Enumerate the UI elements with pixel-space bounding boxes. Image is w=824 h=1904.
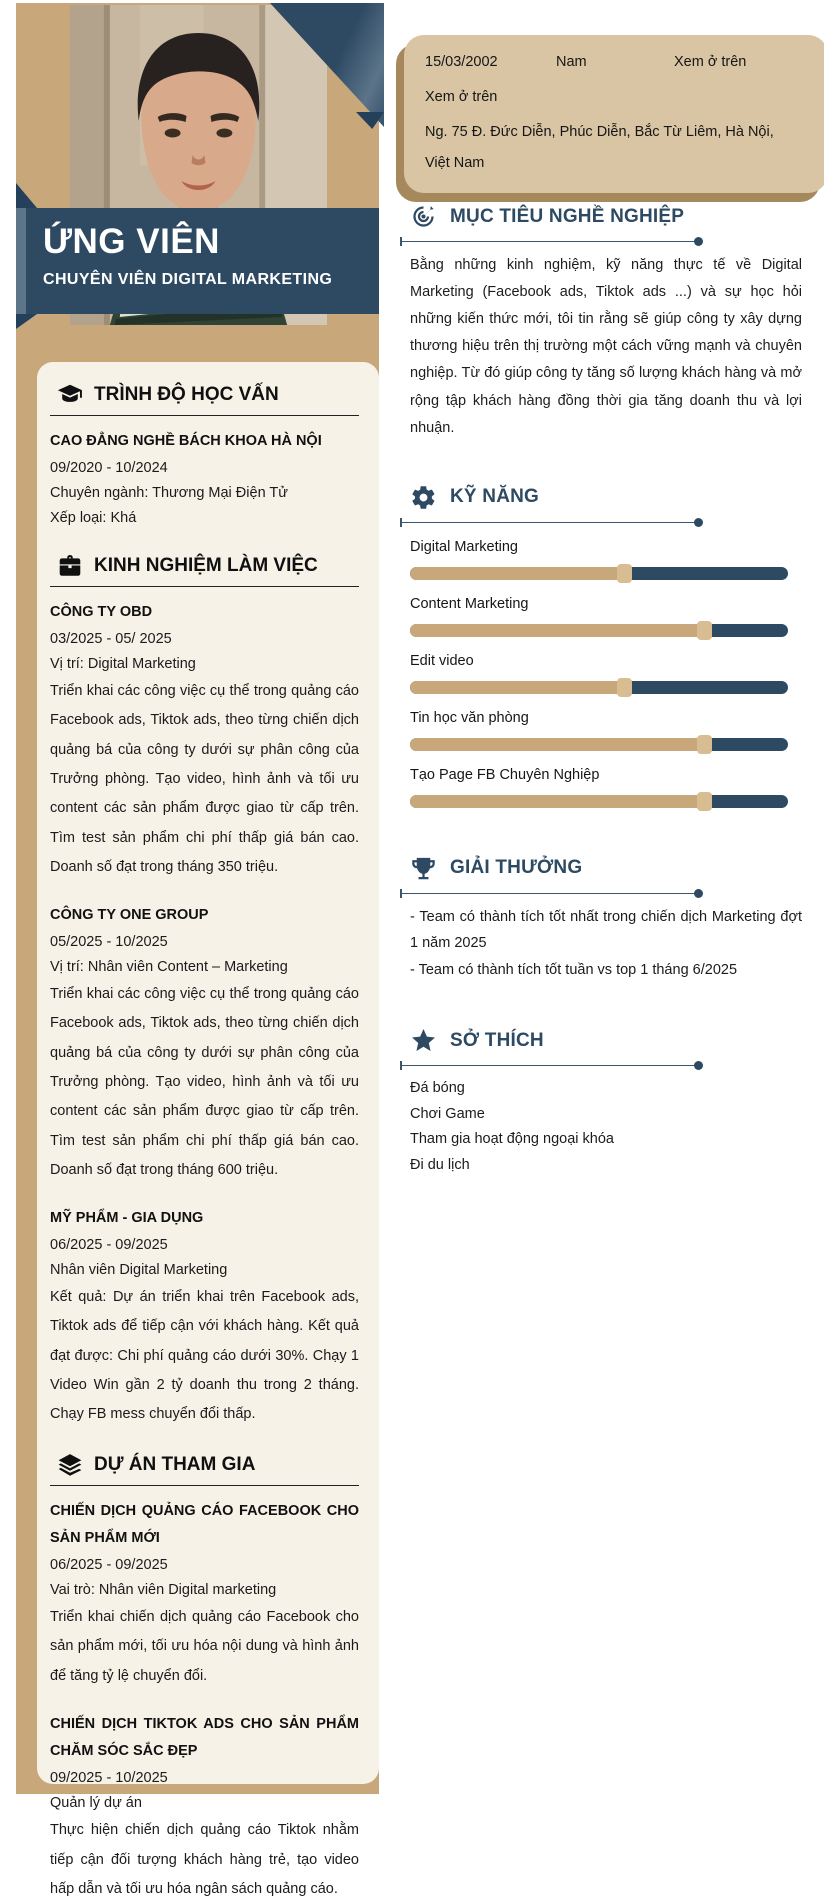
section-skills	[410, 484, 802, 808]
section-experience-heading	[57, 553, 359, 579]
education-major: Chuyên ngành: Thương Mại Điện Tử	[50, 484, 288, 501]
phone-note: Xem ở trên	[674, 54, 747, 70]
project-entry	[50, 1498, 359, 1691]
section-education-heading	[57, 382, 359, 408]
heading-rule	[400, 893, 700, 894]
section-rule	[50, 1485, 359, 1486]
skill-fill	[410, 795, 705, 808]
banner-shine	[16, 208, 26, 314]
info-row-1	[425, 48, 802, 76]
award-item: - Team có thành tích tốt tuần vs top 1 tháng 6/2025	[410, 961, 738, 978]
skill-bar	[410, 624, 788, 637]
skill-item	[410, 650, 802, 694]
hobby-item: Tham gia hoạt động ngoại khóa	[410, 1131, 614, 1148]
name-banner	[16, 208, 379, 314]
left-content-card	[37, 362, 379, 1897]
section-hobbies-heading	[410, 1027, 802, 1054]
skill-name: Content Marketing	[410, 595, 529, 612]
project-role: Vai trò: Nhân viên Digital marketing	[50, 1581, 277, 1598]
target-icon	[410, 203, 437, 230]
heading-rule	[400, 522, 700, 523]
experience-entry	[50, 599, 359, 882]
project-title: CHIẾN DỊCH QUẢNG CÁO FACEBOOK CHO SẢN PHẨM MỚI	[50, 1502, 359, 1547]
skill-bar	[410, 738, 788, 751]
hobby-item: Đi du lịch	[410, 1156, 470, 1173]
heading-rule	[400, 1065, 700, 1066]
project-period: 09/2025 - 10/2025	[50, 1769, 168, 1786]
project-description: Triển khai chiến dịch quảng cáo Facebook cho sản phẩm mới, tối ưu hóa nội dung và hình ảnh để tăng tỷ lệ chuyển đổi.	[50, 1609, 359, 1684]
experience-period: 06/2025 - 09/2025	[50, 1236, 168, 1253]
experience-role: Vị trí: Nhân viên Content – Marketing	[50, 958, 288, 975]
skill-bar	[410, 681, 788, 694]
objective-text: Bằng những kinh nghiệm, kỹ năng thực tế về Digital Marketing (Facebook ads, Tiktok ads ...) và sự học hỏi những kiến thức mới, tôi tin rằng sẽ giúp công ty xây dựng thương hiệu trên thị trường một cách vững mạnh và chuyên nghiệp. Từ đó giúp công ty tăng số lượng khách hàng và mở rộng tập khách hàng đồng thời gia tăng doanh thu và lợi nhuận.	[410, 257, 802, 436]
award-item: - Team có thành tích tốt nhất trong chiến dịch Marketing đợt 1 năm 2025	[410, 908, 802, 952]
section-experience-title: KINH NGHIỆM LÀM VIỆC	[94, 555, 318, 577]
skill-name: Tin học văn phòng	[410, 709, 529, 726]
skill-item	[410, 536, 802, 580]
gear-icon	[410, 484, 437, 511]
layers-icon	[57, 1452, 83, 1478]
experience-entry	[50, 902, 359, 1185]
company-name: CÔNG TY ONE GROUP	[50, 907, 209, 924]
skill-bar	[410, 567, 788, 580]
section-projects-title: DỰ ÁN THAM GIA	[94, 1453, 256, 1475]
project-entry	[50, 1711, 359, 1904]
skill-slider-thumb	[697, 621, 712, 640]
hobby-item: Đá bóng	[410, 1080, 465, 1097]
section-awards	[410, 855, 802, 984]
company-name: CÔNG TY OBD	[50, 604, 153, 621]
star-icon	[410, 1027, 437, 1054]
section-awards-heading	[410, 855, 802, 882]
skill-name: Tạo Page FB Chuyên Nghiệp	[410, 766, 600, 783]
gender: Nam	[556, 54, 587, 70]
experience-role: Nhân viên Digital Marketing	[50, 1261, 228, 1278]
education-grade: Xếp loại: Khá	[50, 509, 137, 526]
school-name: CAO ĐẲNG NGHỀ BÁCH KHOA HÀ NỘI	[50, 433, 322, 449]
experience-role: Vị trí: Digital Marketing	[50, 655, 196, 672]
section-skills-heading	[410, 484, 802, 511]
right-column	[410, 203, 802, 1178]
briefcase-icon	[57, 553, 83, 579]
section-hobbies	[410, 1027, 802, 1178]
section-skills-title: KỸ NĂNG	[450, 486, 540, 508]
candidate-name: ỨNG VIÊN	[43, 222, 220, 261]
skill-item	[410, 593, 802, 637]
personal-info-card	[404, 35, 824, 193]
section-hobbies-title: SỞ THÍCH	[450, 1029, 544, 1051]
experience-entry	[50, 1205, 359, 1429]
skill-bar	[410, 795, 788, 808]
skill-item	[410, 707, 802, 751]
cv-page	[12, 0, 812, 1897]
section-education-title: TRÌNH ĐỘ HỌC VẤN	[94, 384, 279, 405]
birth-date: 15/03/2002	[425, 54, 498, 70]
skill-slider-thumb	[617, 564, 632, 583]
hobby-item: Chơi Game	[410, 1105, 485, 1122]
skill-fill	[410, 738, 705, 751]
section-objective-heading	[410, 203, 802, 230]
company-name: MỸ PHẨM - GIA DỤNG	[50, 1210, 204, 1227]
candidate-job-title: CHUYÊN VIÊN DIGITAL MARKETING	[43, 271, 333, 289]
skill-slider-thumb	[697, 735, 712, 754]
skill-slider-thumb	[697, 792, 712, 811]
skill-fill	[410, 681, 625, 694]
project-period: 06/2025 - 09/2025	[50, 1556, 168, 1573]
skill-fill	[410, 624, 705, 637]
education-entry	[50, 428, 359, 531]
skill-fill	[410, 567, 625, 580]
skill-slider-thumb	[617, 678, 632, 697]
experience-description: Triển khai các công việc cụ thể trong quảng cáo Facebook ads, Tiktok ads, theo từng chiến dịch quảng bá của công ty dưới sự phân công của Trưởng phòng. Tạo video, hình ảnh và tối ưu content các sản phẩm được giao từ cấp trên. Tìm test sản phẩm chi phí thấp giá bán cao. Doanh số đạt trong tháng 600 triệu.	[50, 986, 359, 1178]
email-note: Xem ở trên	[425, 89, 498, 105]
project-role: Quản lý dự án	[50, 1795, 142, 1812]
address: Ng. 75 Đ. Đức Diễn, Phúc Diễn, Bắc Từ Liêm, Hà Nội, Việt Nam	[425, 124, 774, 171]
project-title: CHIẾN DỊCH TIKTOK ADS CHO SẢN PHẨM CHĂM SÓC SẮC ĐẸP	[50, 1715, 359, 1760]
section-projects-heading	[57, 1452, 359, 1478]
experience-period: 03/2025 - 05/ 2025	[50, 630, 172, 647]
project-description: Thực hiện chiến dịch quảng cáo Tiktok nhằm tiếp cận đối tượng khách hàng trẻ, tạo video hấp dẫn và tối ưu hóa ngân sách quảng cáo.	[50, 1822, 359, 1897]
section-awards-title: GIẢI THƯỞNG	[450, 857, 583, 879]
heading-rule	[400, 241, 700, 242]
experience-description: Triển khai các công việc cụ thể trong quảng cáo Facebook ads, Tiktok ads, theo từng chiến dịch quảng bá của công ty dưới sự phân công của Trưởng phòng. Tạo video, hình ảnh và tối ưu content các sản phẩm được giao từ cấp trên. Tìm test sản phẩm chi phí thấp giá bán cao. Doanh số đạt trong tháng 350 triệu.	[50, 683, 359, 875]
skill-item	[410, 764, 802, 808]
experience-description: Kết quả: Dự án triển khai trên Facebook ads, Tiktok ads để tiếp cận với khách hàng. Kết quả đạt được: Chi phí quảng cáo dưới 30%. Chạy 1 Video Win gần 2 tỷ doanh thu trong 2 tháng. Chạy FB mess chuyển đổi thấp.	[50, 1289, 359, 1423]
graduation-cap-icon	[57, 382, 83, 408]
skill-name: Digital Marketing	[410, 538, 518, 555]
section-rule	[50, 415, 359, 416]
education-period: 09/2020 - 10/2024	[50, 459, 168, 476]
skill-name: Edit video	[410, 652, 474, 669]
section-rule	[50, 586, 359, 587]
experience-period: 05/2025 - 10/2025	[50, 933, 168, 950]
section-objective	[410, 203, 802, 442]
section-objective-title: MỤC TIÊU NGHỀ NGHIỆP	[450, 205, 685, 227]
trophy-icon	[410, 855, 437, 882]
